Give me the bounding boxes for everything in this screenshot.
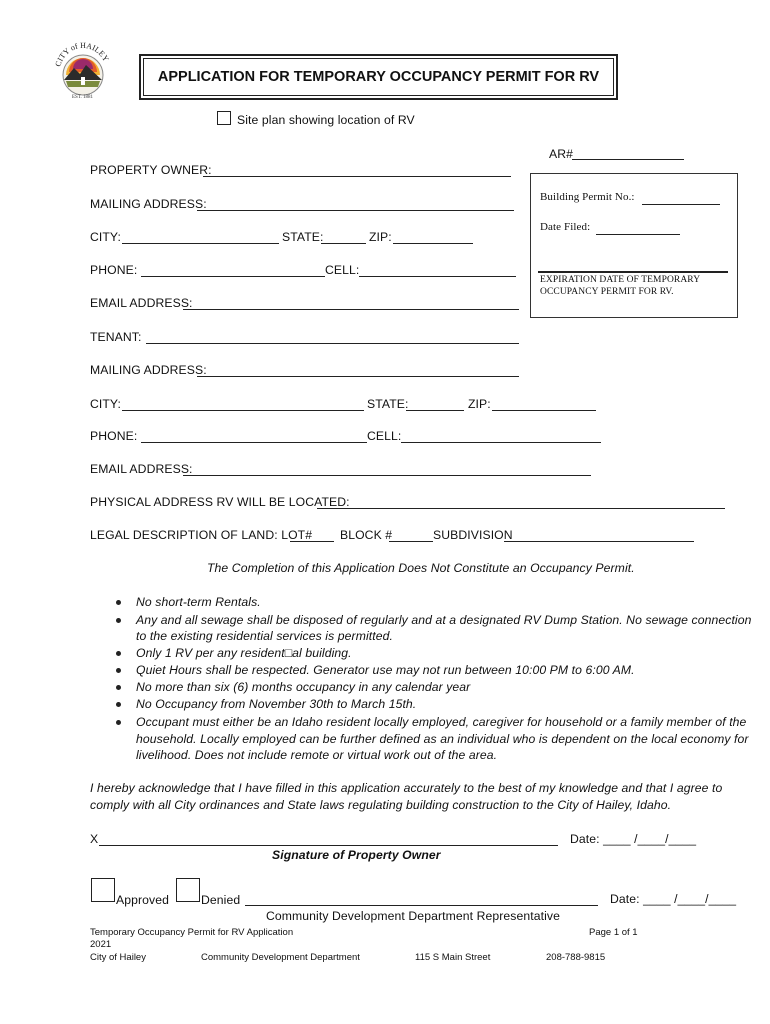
tenant-phone-field[interactable] — [141, 442, 367, 443]
approved-label: Approved — [116, 893, 169, 907]
tenant-email-field[interactable] — [183, 475, 591, 476]
block-field[interactable] — [389, 541, 433, 542]
tenant-cell-field[interactable] — [401, 442, 601, 443]
approval-date[interactable]: Date: ____ /____/____ — [610, 892, 737, 906]
ar-field[interactable] — [572, 159, 684, 160]
tenant-state-label: STATE: — [367, 397, 409, 411]
city-logo — [52, 35, 114, 105]
owner-city-field[interactable] — [122, 243, 279, 244]
tenant-cell-label: CELL: — [367, 429, 402, 443]
signature-label: Signature of Property Owner — [272, 848, 441, 862]
rule-item: Any and all sewage shall be disposed of regularly and at a designated RV Dump Station. No sewage connection — [136, 613, 752, 627]
physical-address-field[interactable] — [317, 508, 725, 509]
subdivision-label: SUBDIVISION — [433, 528, 513, 542]
tenant-email-label: EMAIL ADDRESS: — [90, 462, 193, 476]
tenant-mailing-label: MAILING ADDRESS: — [90, 363, 207, 377]
footer-city: City of Hailey — [90, 952, 146, 963]
owner-phone-field[interactable] — [141, 276, 325, 277]
owner-phone-label: PHONE: — [90, 263, 138, 277]
expiration-label: EXPIRATION DATE OF TEMPORARY — [540, 275, 701, 285]
expiration-line[interactable] — [538, 271, 728, 273]
date-filed-label: Date Filed: — [540, 221, 591, 233]
tenant-phone-label: PHONE: — [90, 429, 138, 443]
denied-checkbox[interactable] — [176, 878, 200, 902]
owner-mailing-field[interactable] — [197, 210, 514, 211]
page-title: APPLICATION FOR TEMPORARY OCCUPANCY PERMIT FOR RV — [143, 58, 614, 96]
owner-cell-field[interactable] — [359, 276, 516, 277]
signature-x: X — [90, 832, 99, 846]
tenant-state-field[interactable] — [406, 410, 464, 411]
representative-label: Community Development Department Representative — [266, 909, 560, 923]
rule-bullet — [116, 668, 121, 673]
notice-text: The Completion of this Application Does Not Constitute an Occupancy Permit. — [207, 561, 635, 575]
rule-item: No short-term Rentals. — [136, 595, 261, 609]
owner-zip-field[interactable] — [393, 243, 473, 244]
tenant-zip-label: ZIP: — [468, 397, 491, 411]
owner-mailing-label: MAILING ADDRESS: — [90, 197, 207, 211]
rule-item: No more than six (6) months occupancy in any calendar year — [136, 680, 471, 694]
lot-field[interactable] — [290, 541, 334, 542]
acknowledge-line-1: I hereby acknowledge that I have filled in this application accurately to the best of my knowledge and that I agree to — [90, 781, 723, 795]
ar-label: AR# — [549, 147, 574, 161]
footer-phone: 208-788-9815 — [546, 952, 606, 963]
site-plan-label: Site plan showing location of RV — [237, 113, 415, 127]
owner-state-label: STATE: — [282, 230, 324, 244]
site-plan-checkbox[interactable] — [217, 111, 231, 125]
rule-item: Occupant must either be an Idaho resident locally employed, caregiver for household or a family member of the — [136, 715, 747, 729]
date-filed-field[interactable] — [596, 234, 680, 235]
expiration-label-2: OCCUPANCY PERMIT FOR RV. — [540, 287, 674, 297]
representative-signature-field[interactable] — [245, 905, 598, 906]
logo-text-top: CITY of HAILEY — [53, 40, 111, 68]
owner-city-label: CITY: — [90, 230, 121, 244]
rule-item-continued: to the existing residential services is permitted. — [136, 629, 393, 643]
owner-state-field[interactable] — [321, 243, 366, 244]
rule-item: No Occupancy from November 30th to March 15th. — [136, 697, 417, 711]
owner-email-field[interactable] — [183, 309, 519, 310]
rule-item-continued: livelihood. Does not include remote or virtual work out of the area. — [136, 748, 498, 762]
footer-form-name: Temporary Occupancy Permit for RV Application — [90, 927, 294, 938]
tenant-zip-field[interactable] — [492, 410, 596, 411]
signature-date[interactable]: Date: ____ /____/____ — [570, 832, 697, 846]
acknowledge-line-2: comply with all City ordinances and State laws regulating building construction to the City of Hailey, Idaho. — [90, 798, 672, 812]
denied-label: Denied — [201, 893, 241, 907]
tenant-mailing-field[interactable] — [197, 376, 519, 377]
footer-page: Page 1 of 1 — [589, 927, 638, 938]
rule-bullet — [116, 651, 121, 656]
owner-email-label: EMAIL ADDRESS: — [90, 296, 193, 310]
rule-bullet — [116, 720, 121, 725]
footer-dept: Community Development Department — [201, 952, 360, 963]
legal-description-label: LEGAL DESCRIPTION OF LAND: LOT# — [90, 528, 313, 542]
footer-address: 115 S Main Street — [415, 952, 491, 963]
rule-bullet — [116, 618, 121, 623]
subdivision-field[interactable] — [504, 541, 694, 542]
tenant-label: TENANT: — [90, 330, 142, 344]
rule-item-continued: household. Locally employed can be further defined as an individual who is dependent on the local economy for — [136, 732, 749, 746]
owner-zip-label: ZIP: — [369, 230, 392, 244]
rule-bullet — [116, 702, 121, 707]
building-permit-label: Building Permit No.: — [540, 191, 635, 203]
rule-bullet — [116, 600, 121, 605]
logo-text-bottom: EST. 1881 — [72, 95, 94, 100]
physical-address-label: PHYSICAL ADDRESS RV WILL BE LOCATED: — [90, 495, 350, 509]
tenant-city-field[interactable] — [122, 410, 364, 411]
block-label: BLOCK # — [340, 528, 393, 542]
rule-item: Quiet Hours shall be respected. Generator use may not run between 10:00 PM to 6:00 AM. — [136, 663, 635, 677]
owner-cell-label: CELL: — [325, 263, 360, 277]
tenant-city-label: CITY: — [90, 397, 121, 411]
rule-bullet — [116, 685, 121, 690]
approved-checkbox[interactable] — [91, 878, 115, 902]
rule-item: Only 1 RV per any resident□al building. — [136, 646, 352, 660]
footer-year: 2021 — [90, 939, 112, 950]
signature-field[interactable] — [99, 845, 558, 846]
property-owner-field[interactable] — [203, 176, 511, 177]
property-owner-label: PROPERTY OWNER: — [90, 163, 212, 177]
tenant-field[interactable] — [146, 343, 519, 344]
building-permit-field[interactable] — [642, 204, 720, 205]
